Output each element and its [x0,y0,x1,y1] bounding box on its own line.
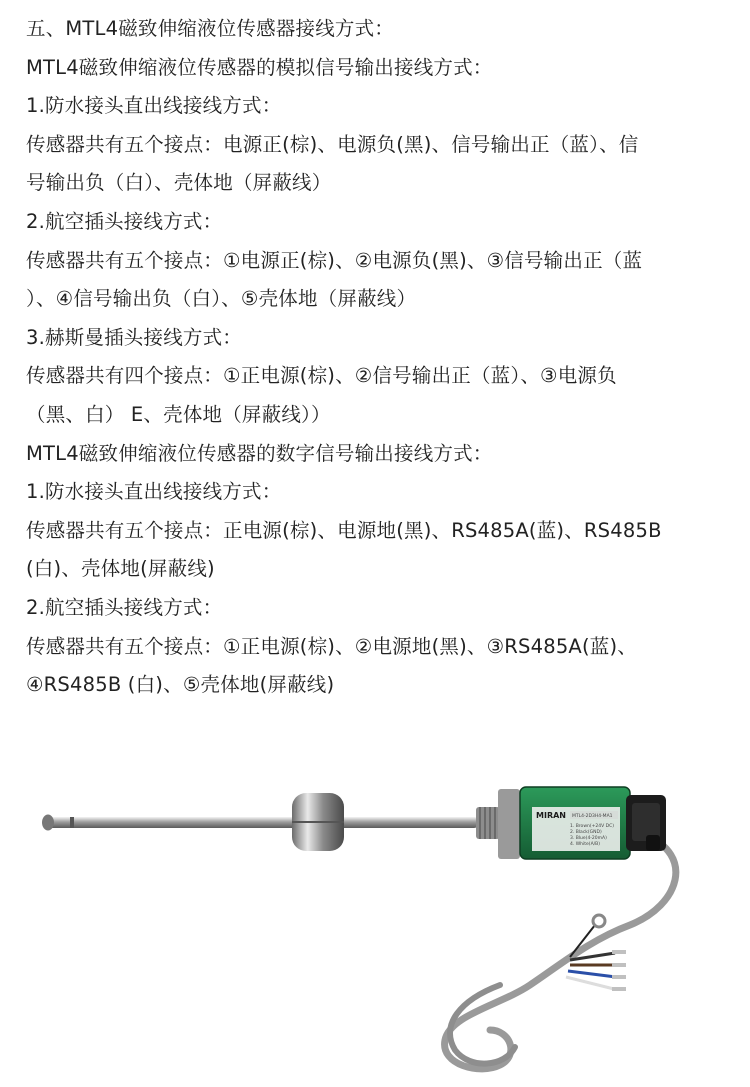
sensor-illustration [30,775,720,1087]
method-heading: 3.赫斯曼插头接线方式： [26,325,243,349]
paragraph-line: （黑、白） E、壳体地（屏蔽线）） [26,402,331,426]
brand-logo: MIRAN [536,811,566,820]
svg-text:3. Blue(4-20mA): 3. Blue(4-20mA) [570,836,607,841]
subsection-heading-digital: MTL4磁致伸缩液位传感器的数字信号输出接线方式： [26,441,493,465]
paragraph-line: 传感器共有五个接点：电源正(棕)、电源负(黑)、信号输出正（蓝）、信 [26,132,639,156]
svg-text:1. Brown(+24V DC): 1. Brown(+24V DC) [570,824,614,829]
paragraph-line: 传感器共有五个接点：①电源正(棕)、②电源负(黑)、③信号输出正（蓝 [26,248,643,272]
svg-text:4. White(A/B): 4. White(A/B) [570,842,601,847]
cable [445,835,676,1069]
section-heading: 五、MTL4磁致伸缩液位传感器接线方式： [26,17,395,40]
method-heading: 1.防水接头直出线接线方式： [26,94,282,118]
paragraph-line: ④RS485B (白)、⑤壳体地(屏蔽线) [26,673,335,697]
svg-text:2. Black(GND): 2. Black(GND) [570,830,602,835]
product-photo [30,775,720,1087]
paragraph-line: 号输出负（白）、壳体地（屏蔽线） [26,171,332,195]
paragraph-line: 传感器共有五个接点：正电源(棕)、电源地(黑)、RS485A(蓝)、RS485B [26,518,662,542]
method-heading: 2.航空插头接线方式： [26,595,223,619]
document-body [26,10,726,705]
paragraph-line: (白)、壳体地(屏蔽线) [26,557,215,581]
paragraph-line: 传感器共有四个接点：①正电源(棕)、②信号输出正（蓝）、③电源负 [26,364,617,388]
probe-rod [48,817,478,828]
svg-text:MTL4-2D3H4-MA1: MTL4-2D3H4-MA1 [572,814,613,819]
method-heading: 2.航空插头接线方式： [26,209,223,233]
method-heading: 1.防水接头直出线接线方式： [26,480,282,504]
paragraph-line: 传感器共有五个接点：①正电源(棕)、②电源地(黑)、③RS485A(蓝)、 [26,634,637,658]
subsection-heading-analog: MTL4磁致伸缩液位传感器的模拟信号输出接线方式： [26,55,493,79]
paragraph-line: ）、④信号输出负（白）、⑤壳体地（屏蔽线） [26,287,417,311]
